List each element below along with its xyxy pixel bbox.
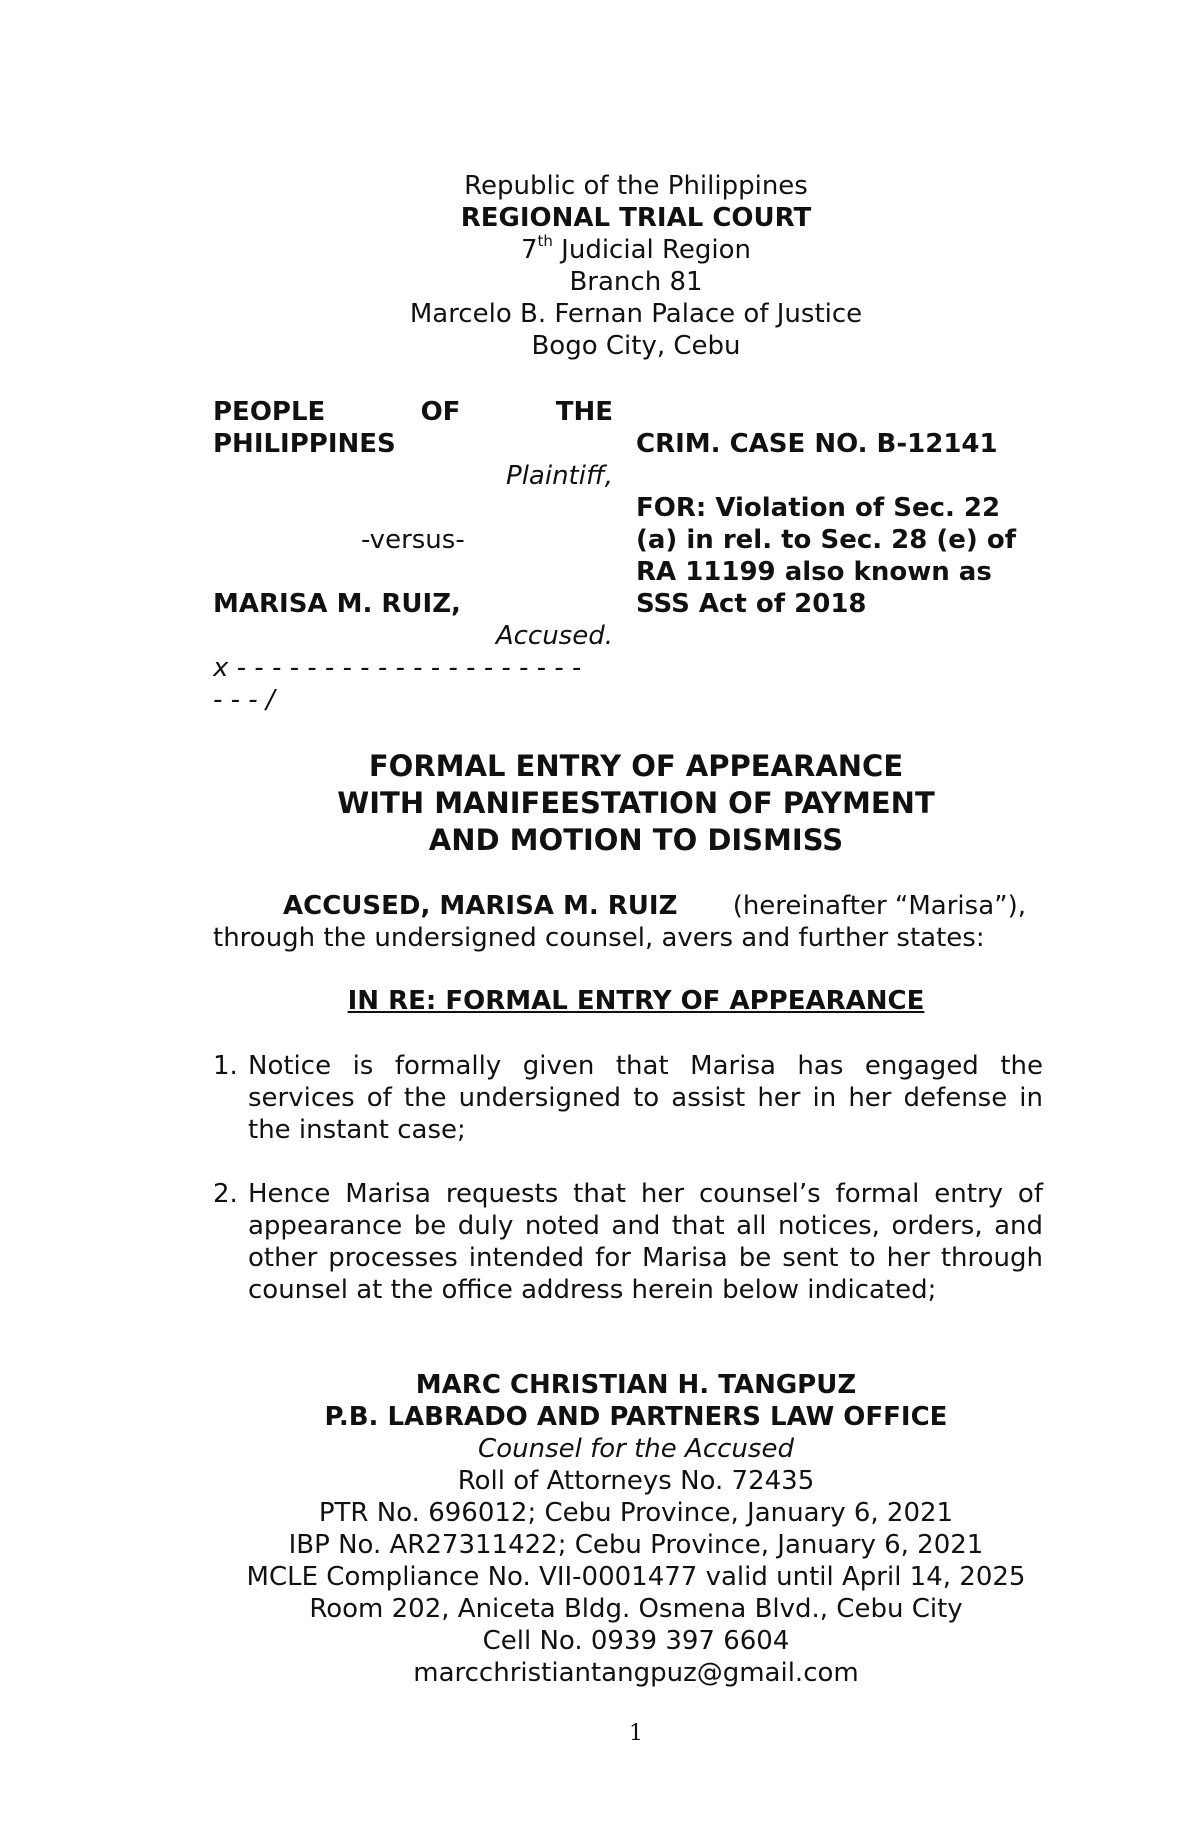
law-firm: P.B. LABRADO AND PARTNERS LAW OFFICE [324,1402,948,1432]
branch-line: Branch 81 [569,267,703,297]
plaintiff-label: Plaintiff, [506,461,613,491]
violation-line-3: RA 11199 also known as [636,557,992,587]
accused-label: Accused. [495,621,613,651]
region-suffix: th [537,232,553,251]
counsel-role: Counsel for the Accused [478,1434,794,1464]
item-number: 1. [213,1051,238,1081]
counsel-name: MARC CHRISTIAN H. TANGPUZ [415,1370,857,1400]
roll-number: Roll of Attorneys No. 72435 [457,1466,815,1496]
title-line-3: AND MOTION TO DISMISS [428,823,844,857]
plaintiff-line-1 [213,396,613,428]
plaintiff-word-1: PEOPLE [213,397,326,427]
region-number: 7 [520,235,538,265]
violation-line-4: SSS Act of 2018 [636,589,867,619]
case-caption-parties [213,396,613,716]
caption-spacer [636,460,1044,492]
title-line-1: FORMAL ENTRY OF APPEARANCE [368,749,904,783]
violation-line-2: (a) in rel. to Sec. 28 (e) of [636,525,1017,555]
numbered-list [213,1050,1043,1338]
mcle-compliance: MCLE Compliance No. VII-0001477 valid until April 14, 2025 [246,1562,1026,1592]
caption-spacer [213,492,613,524]
caption-spacer [213,556,613,588]
item-text: Hence Marisa requests that her counsel’s formal entry of appearance be duly noted and that all notices, orders, and other processes intended for Marisa be sent to her through counsel at the office address herein below indicated; [248,1179,1043,1305]
plaintiff-word-3: THE [555,397,613,427]
caption-x-line-2: - - - / [213,685,275,715]
palace-line: Marcelo B. Fernan Palace of Justice [409,299,863,329]
intro-hereinafter: (hereinafter “Marisa”), [732,891,1026,921]
section-heading: IN RE: FORMAL ENTRY OF APPEARANCE [347,986,925,1016]
region-text: Judicial Region [552,235,752,265]
document-title [0,748,1200,859]
ibp-number: IBP No. AR27311422; Cebu Province, January 6, 2021 [288,1530,984,1560]
case-number: CRIM. CASE NO. B-12141 [636,429,998,459]
list-item [213,1178,1043,1306]
court-header [0,170,1200,362]
ptr-number: PTR No. 696012; Cebu Province, January 6, 2021 [318,1498,954,1528]
plaintiff-line-2: PHILIPPINES [213,429,396,459]
accused-lead: ACCUSED, MARISA M. RUIZ [283,891,678,921]
counsel-signature-block [0,1369,1200,1689]
violation-line-1: FOR: Violation of Sec. 22 [636,493,1001,523]
email-address[interactable]: marcchristiantangpuz@gmail.com [413,1658,859,1688]
versus-label: -versus- [361,525,465,555]
office-address: Room 202, Aniceta Bldg. Osmena Blvd., Cebu City [309,1594,963,1624]
court-name: REGIONAL TRIAL COURT [460,203,812,233]
republic-line: Republic of the Philippines [464,171,808,201]
city-line: Bogo City, Cebu [531,331,741,361]
plaintiff-word-2: OF [420,397,461,427]
caption-x-line-1: x - - - - - - - - - - - - - - - - - - - - [213,653,582,683]
list-item [213,1050,1043,1146]
intro-line-2: through the undersigned counsel, avers and further states: [213,923,985,953]
judicial-region [0,234,1200,266]
intro-line-1 [213,890,1026,922]
item-number: 2. [213,1179,238,1209]
case-details [636,428,1044,620]
accused-name: MARISA M. RUIZ, [213,589,461,619]
item-text: Notice is formally given that Marisa has engaged the services of the undersigned to assist her in her defense in the instant case; [248,1051,1043,1145]
page-number: 1 [629,1721,643,1746]
intro-paragraph [213,890,1026,954]
title-line-2: WITH MANIFEESTATION OF PAYMENT [337,786,935,820]
cell-number: Cell No. 0939 397 6604 [482,1626,790,1656]
